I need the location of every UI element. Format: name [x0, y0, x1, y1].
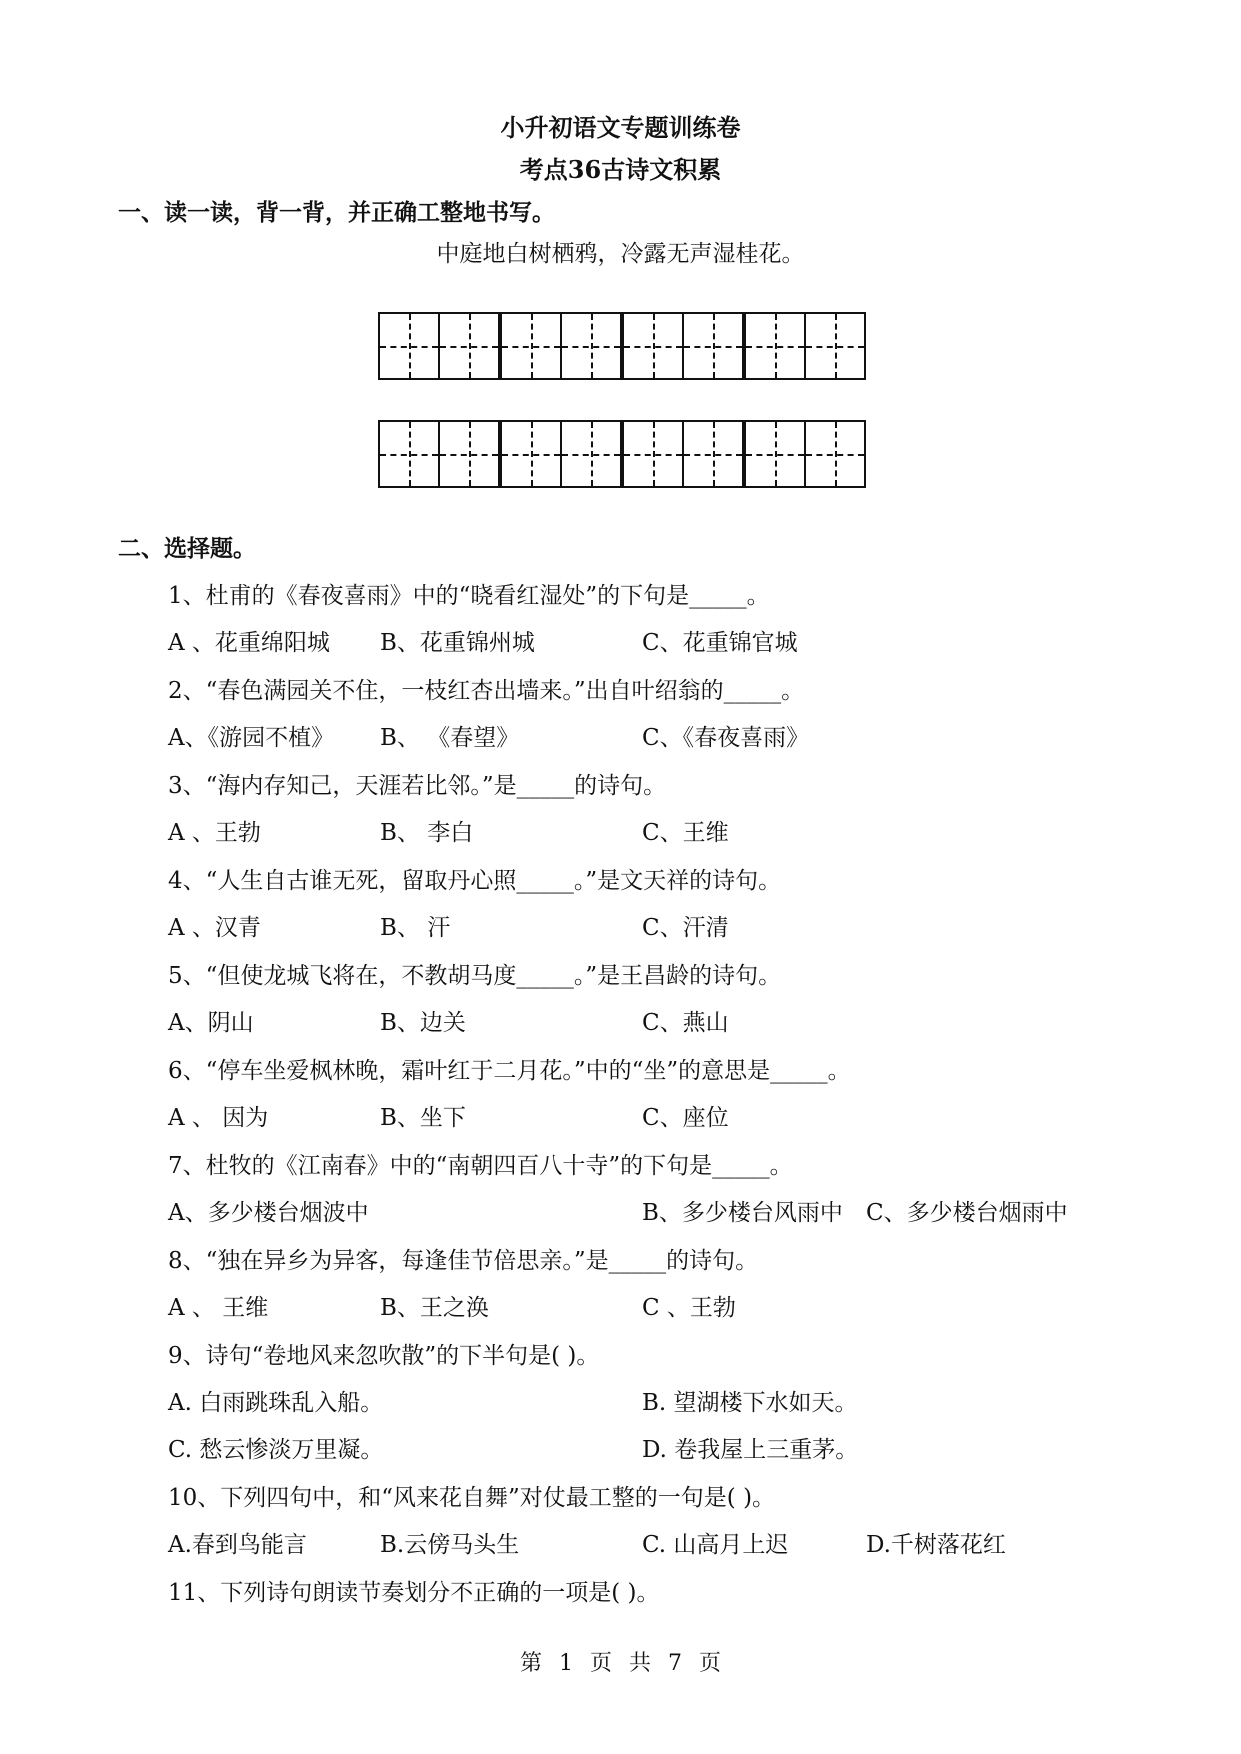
question-option[interactable]: A.春到鸟能言: [168, 1532, 307, 1558]
poem-line: 中庭地白树栖鸦，冷露无声湿桂花。: [436, 241, 805, 267]
question-option[interactable]: B、 汗: [380, 915, 451, 941]
writing-cell[interactable]: [380, 314, 440, 378]
page-number: 第 1 页 共 7 页: [520, 1651, 721, 1676]
question-option[interactable]: A 、 因为: [168, 1105, 269, 1131]
question-option[interactable]: B、多少楼台风雨中: [642, 1200, 843, 1226]
page-subtitle: 考点36古诗文积累: [519, 155, 722, 184]
question-stem: 11、下列诗句朗读节奏划分不正确的一项是( )。: [168, 1580, 660, 1606]
question-option[interactable]: B、 《春望》: [380, 725, 520, 751]
question-stem: 1、杜甫的《春夜喜雨》中的“晓看红湿处”的下句是_____。: [168, 583, 770, 609]
question-stem: 6、“停车坐爱枫林晚，霜叶红于二月花。”中的“坐”的意思是_____。: [168, 1058, 851, 1084]
question-option[interactable]: C. 愁云惨淡万里凝。: [168, 1437, 384, 1463]
question-option[interactable]: C、《春夜喜雨》: [642, 725, 810, 751]
writing-cell[interactable]: [380, 422, 440, 486]
section-heading-1: 一、读一读，背一背，并正确工整地书写。: [118, 199, 555, 226]
question-stem: 5、“但使龙城飞将在，不教胡马度_____。”是王昌龄的诗句。: [168, 963, 782, 989]
writing-cell[interactable]: [440, 314, 502, 378]
writing-cell[interactable]: [624, 422, 684, 486]
question-option[interactable]: A、《游园不植》: [168, 725, 335, 751]
question-option[interactable]: B.云傍马头生: [380, 1532, 520, 1558]
writing-cell[interactable]: [502, 314, 562, 378]
writing-grid-row-2[interactable]: [378, 420, 866, 488]
question-option[interactable]: B、 李白: [380, 820, 474, 846]
question-option[interactable]: C 、王勃: [642, 1295, 736, 1321]
question-stem: 4、“人生自古谁无死，留取丹心照_____。”是文天祥的诗句。: [168, 868, 782, 894]
writing-cell[interactable]: [684, 314, 746, 378]
writing-cell[interactable]: [746, 422, 806, 486]
writing-cell[interactable]: [624, 314, 684, 378]
question-stem: 9、诗句“卷地风来忽吹散”的下半句是( )。: [168, 1343, 600, 1369]
question-option[interactable]: D. 卷我屋上三重茅。: [642, 1437, 859, 1463]
question-option[interactable]: B、边关: [380, 1010, 466, 1036]
writing-cell[interactable]: [746, 314, 806, 378]
writing-cell[interactable]: [562, 314, 624, 378]
question-option[interactable]: C、花重锦官城: [642, 630, 798, 656]
question-option[interactable]: C、王维: [642, 820, 729, 846]
question-option[interactable]: D.千树落花红: [866, 1532, 1006, 1558]
question-stem: 7、杜牧的《江南春》中的“南朝四百八十寺”的下句是_____。: [168, 1153, 793, 1179]
question-option[interactable]: B、花重锦州城: [380, 630, 535, 656]
page-title: 小升初语文专题训练卷: [500, 113, 741, 142]
question-stem: 10、下列四句中，和“风来花自舞”对仗最工整的一句是( )。: [168, 1485, 776, 1511]
writing-cell[interactable]: [806, 422, 864, 486]
question-option[interactable]: A 、王勃: [168, 820, 261, 846]
question-option[interactable]: A 、汉青: [168, 915, 261, 941]
question-option[interactable]: C、多少楼台烟雨中: [866, 1200, 1068, 1226]
writing-grid-row-1[interactable]: [378, 312, 866, 380]
question-option[interactable]: C. 山高月上迟: [642, 1532, 789, 1558]
question-stem: 3、“海内存知己，天涯若比邻。”是_____的诗句。: [168, 773, 667, 799]
writing-cell[interactable]: [440, 422, 502, 486]
question-option[interactable]: B、坐下: [380, 1105, 466, 1131]
question-option[interactable]: B、王之涣: [380, 1295, 489, 1321]
question-option[interactable]: C、座位: [642, 1105, 729, 1131]
question-option[interactable]: A. 白雨跳珠乱入船。: [168, 1390, 384, 1416]
question-option[interactable]: C、汗清: [642, 915, 729, 941]
question-option[interactable]: C、燕山: [642, 1010, 729, 1036]
question-option[interactable]: A 、 王维: [168, 1295, 269, 1321]
section-heading-2: 二、选择题。: [118, 535, 256, 562]
question-option[interactable]: A 、花重绵阳城: [168, 630, 330, 656]
writing-cell[interactable]: [806, 314, 864, 378]
question-option[interactable]: A、阴山: [168, 1010, 254, 1036]
writing-cell[interactable]: [562, 422, 624, 486]
writing-cell[interactable]: [684, 422, 746, 486]
question-option[interactable]: A、多少楼台烟波中: [168, 1200, 369, 1226]
question-option[interactable]: B. 望湖楼下水如天。: [642, 1390, 858, 1416]
question-stem: 2、“春色满园关不住，一枝红杏出墙来。”出自叶绍翁的_____。: [168, 678, 805, 704]
question-stem: 8、“独在异乡为异客，每逢佳节倍思亲。”是_____的诗句。: [168, 1248, 759, 1274]
writing-cell[interactable]: [502, 422, 562, 486]
